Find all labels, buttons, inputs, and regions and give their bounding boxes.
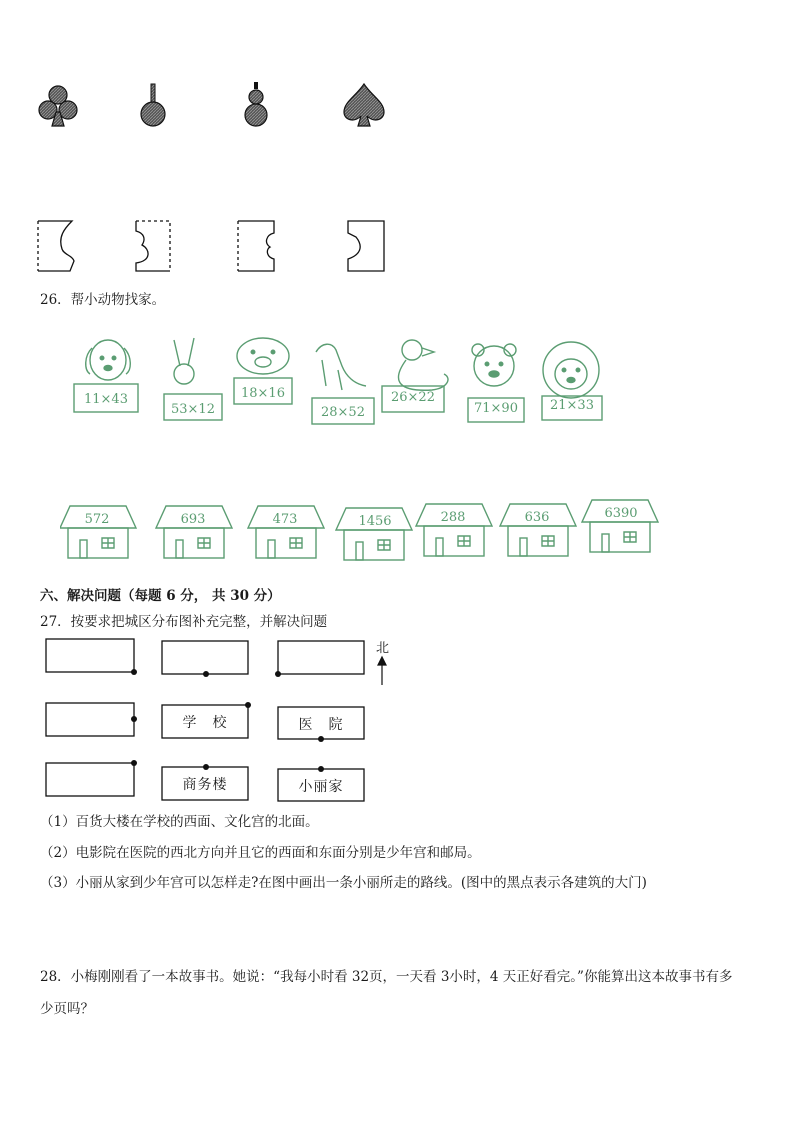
house-number-7: 6390 bbox=[604, 506, 638, 521]
animal-label-duck: 26×22 bbox=[391, 390, 435, 405]
question-26-title: 26．帮小动物找家。 bbox=[40, 292, 166, 308]
houses-row bbox=[60, 498, 670, 568]
map-block-r1c1 bbox=[46, 639, 134, 672]
house-number-2: 693 bbox=[180, 512, 206, 527]
question-27-title: 27．按要求把城区分布图补充完整，并解决问题 bbox=[40, 614, 328, 630]
puzzle-piece-4 bbox=[348, 221, 384, 271]
animal-label-rabbit: 53×12 bbox=[171, 402, 215, 417]
puzzle-piece-1 bbox=[38, 221, 74, 271]
map-label-hospital: 医 院 bbox=[298, 717, 344, 733]
north-label: 北 bbox=[376, 641, 390, 656]
house-number-6: 636 bbox=[524, 510, 550, 525]
map-block-r2c1 bbox=[46, 703, 134, 736]
section-6-title: 六、解决问题（每题 6 分， 共 30 分） bbox=[40, 588, 281, 604]
map-block-r1c3 bbox=[278, 641, 364, 674]
animal-label-dog: 11×43 bbox=[84, 392, 128, 407]
house-number-3: 473 bbox=[272, 512, 298, 527]
animal-label-monkey: 21×33 bbox=[550, 398, 594, 413]
north-arrow-icon bbox=[378, 657, 386, 685]
house-number-1: 572 bbox=[84, 512, 110, 527]
animal-label-pig: 18×16 bbox=[241, 386, 285, 401]
map-block-r3c1 bbox=[46, 763, 134, 796]
symbol-row bbox=[30, 80, 410, 140]
house-number-4: 1456 bbox=[358, 514, 392, 529]
spade-icon bbox=[344, 84, 384, 126]
puzzle-row bbox=[34, 215, 394, 277]
question-27-item-3: （3）小丽从家到少年宫可以怎样走?在图中画出一条小丽所走的路线。(图中的黑点表示各建筑的大门) bbox=[40, 875, 647, 891]
question-27-item-1: （1）百货大楼在学校的西面、文化宫的北面。 bbox=[40, 814, 319, 830]
puzzle-piece-3 bbox=[238, 221, 274, 271]
puzzle-piece-2 bbox=[136, 221, 170, 271]
map-block-r1c2 bbox=[162, 641, 248, 674]
club-icon bbox=[39, 86, 77, 126]
animal-label-bear: 71×90 bbox=[474, 401, 518, 416]
question-28-line-2: 少页吗？ bbox=[40, 1001, 94, 1017]
map-label-home: 小丽家 bbox=[298, 779, 344, 795]
gourd-icon bbox=[245, 82, 267, 126]
house-number-5: 288 bbox=[440, 510, 466, 525]
pestle-icon bbox=[141, 84, 165, 126]
question-28-line-1: 28．小梅刚刚看了一本故事书。她说：“我每小时看 32页，一天看 3小时，4 天正好看完。”你能算出这本故事书有多 bbox=[40, 969, 733, 985]
map-label-business: 商务楼 bbox=[182, 777, 228, 793]
question-27-item-2: （2）电影院在医院的西北方向并且它的西面和东面分别是少年宫和邮局。 bbox=[40, 845, 481, 861]
map-label-school: 学 校 bbox=[182, 715, 228, 731]
animal-label-goat: 28×52 bbox=[321, 405, 365, 420]
